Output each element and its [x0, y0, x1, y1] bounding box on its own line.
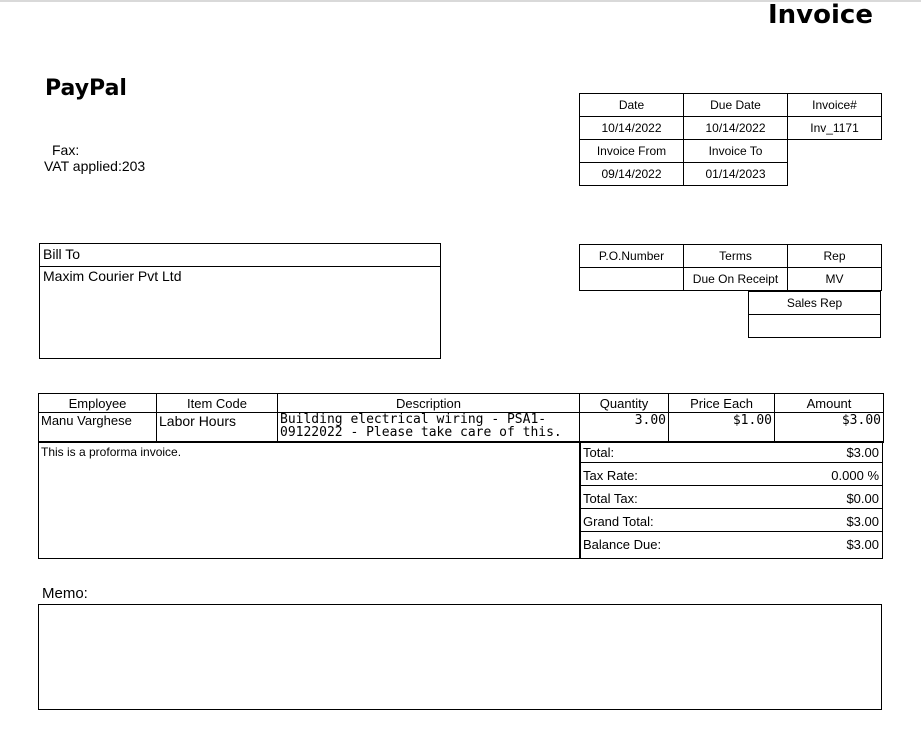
invoice-number-value: Inv_1171 — [788, 117, 882, 140]
items-table — [38, 393, 884, 443]
vat-text: VAT applied:203 — [44, 158, 146, 174]
header-item-code: Item Code — [157, 394, 278, 413]
po-number-value — [580, 268, 684, 291]
total-row — [580, 442, 882, 463]
empty-cell — [788, 163, 882, 186]
bill-to-name: Maxim Courier Pvt Ltd — [43, 268, 182, 284]
tax-rate-label: Tax Rate: — [583, 468, 638, 483]
due-date-value: 10/14/2022 — [684, 117, 788, 140]
header-price-each: Price Each — [669, 394, 775, 413]
tax-rate-value: 0.000 % — [831, 468, 879, 483]
sales-rep-value — [749, 315, 881, 338]
total-tax-row — [580, 488, 882, 509]
fax-label: Fax: — [52, 142, 80, 158]
bill-to-label: Bill To — [40, 244, 440, 267]
total-value: $3.00 — [846, 445, 879, 460]
header-employee: Employee — [39, 394, 157, 413]
po-number-label: P.O.Number — [580, 245, 684, 268]
item-code-cell: Labor Hours — [157, 413, 278, 443]
header-amount: Amount — [775, 394, 884, 413]
total-tax-label: Total Tax: — [583, 491, 638, 506]
terms-value: Due On Receipt — [684, 268, 788, 291]
invoice-info-table — [579, 93, 882, 186]
table-row — [39, 413, 884, 443]
tax-rate-row — [580, 465, 882, 486]
date-value: 10/14/2022 — [580, 117, 684, 140]
invoice-title: Invoice — [768, 0, 873, 30]
employee-cell: Manu Varghese — [39, 413, 157, 443]
balance-due-value: $3.00 — [846, 537, 879, 552]
quantity-cell: 3.00 — [580, 413, 669, 443]
balance-due-row — [580, 534, 882, 555]
company-name: PayPal — [45, 76, 127, 101]
total-tax-value: $0.00 — [846, 491, 879, 506]
rep-value: MV — [788, 268, 882, 291]
invoice-to-label: Invoice To — [684, 140, 788, 163]
sales-rep-table — [748, 291, 881, 338]
invoice-number-label: Invoice# — [788, 94, 882, 117]
memo-label: Memo: — [42, 585, 88, 602]
po-terms-table — [579, 244, 882, 291]
empty-cell — [788, 140, 882, 163]
description-cell: Building electrical wiring - PSA1-09122022 - Please take care of this. — [278, 413, 580, 443]
invoice-from-label: Invoice From — [580, 140, 684, 163]
balance-due-label: Balance Due: — [583, 537, 662, 552]
grand-total-row — [580, 511, 882, 532]
header-quantity: Quantity — [580, 394, 669, 413]
notes-text: This is a proforma invoice. — [41, 445, 182, 459]
header-description: Description — [278, 394, 580, 413]
rep-label: Rep — [788, 245, 882, 268]
grand-total-label: Grand Total: — [583, 514, 654, 529]
items-header-row — [39, 394, 884, 413]
amount-cell: $3.00 — [775, 413, 884, 443]
sales-rep-label: Sales Rep — [749, 292, 881, 315]
invoice-from-value: 09/14/2022 — [580, 163, 684, 186]
invoice-to-value: 01/14/2023 — [684, 163, 788, 186]
terms-label: Terms — [684, 245, 788, 268]
due-date-label: Due Date — [684, 94, 788, 117]
total-label: Total: — [583, 445, 615, 460]
bill-to-box — [39, 243, 441, 359]
date-label: Date — [580, 94, 684, 117]
grand-total-value: $3.00 — [846, 514, 879, 529]
price-cell: $1.00 — [669, 413, 775, 443]
memo-box — [38, 604, 882, 710]
